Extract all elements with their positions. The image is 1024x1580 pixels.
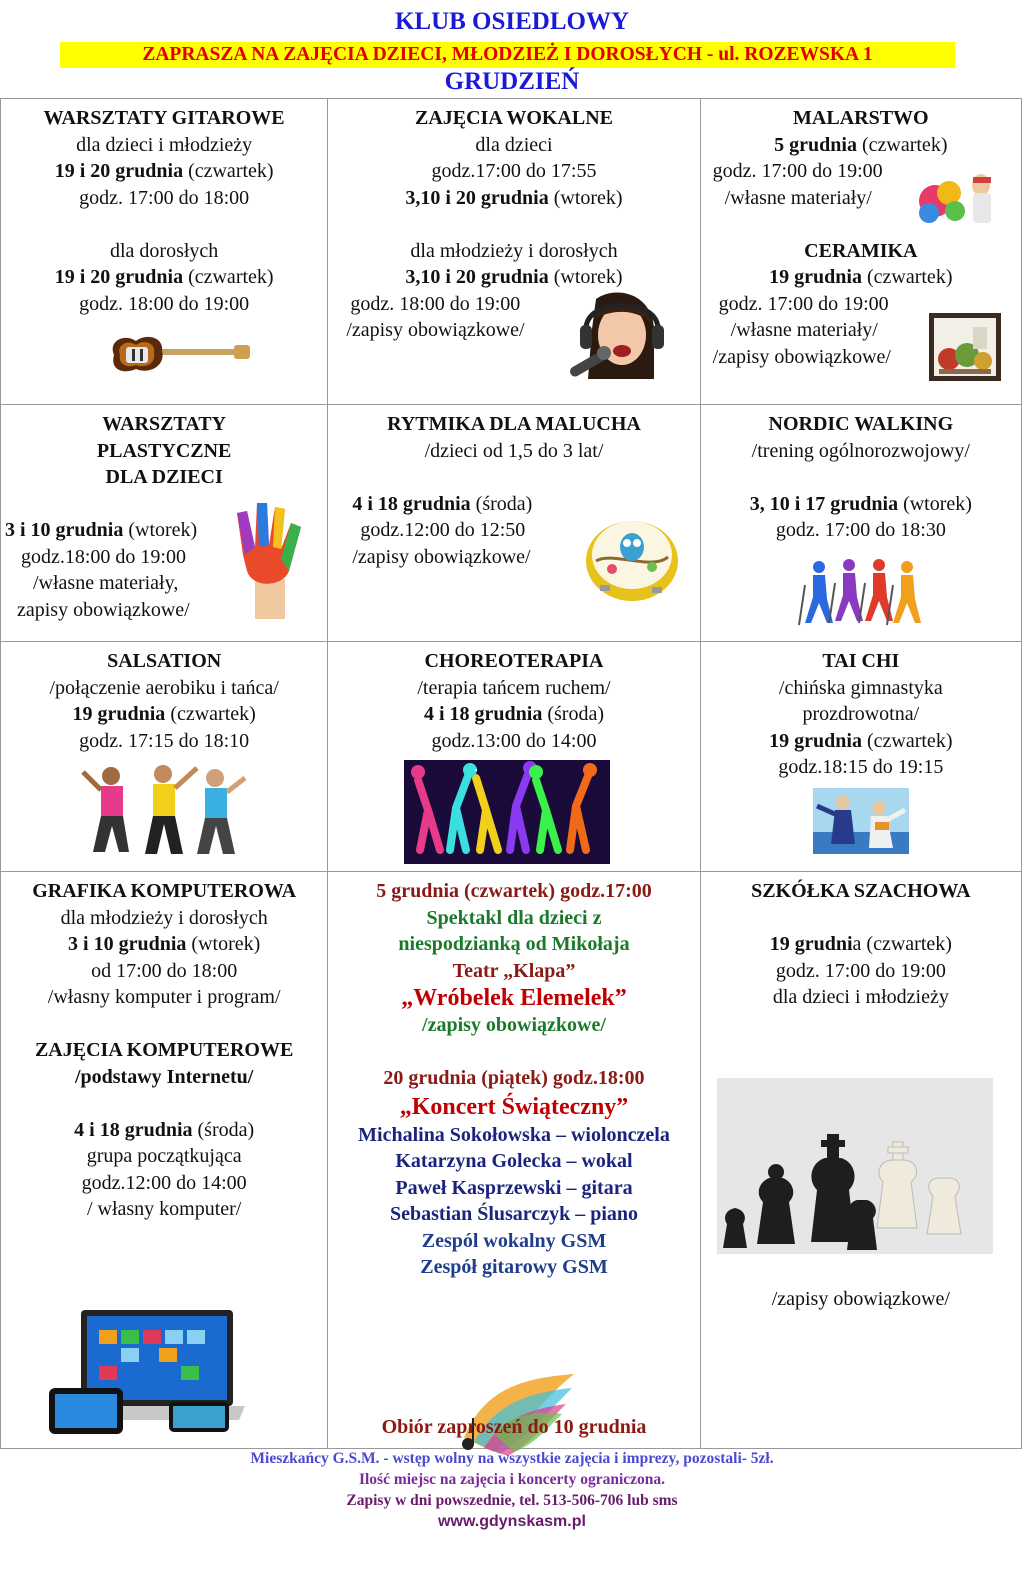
audience-label: dla dzieci [475, 133, 553, 156]
activity-title: MALARSTWO [793, 107, 929, 129]
date-line: 19 grudnia (czwartek) [769, 933, 952, 955]
table-row [1, 405, 1022, 642]
audience-label: dla młodzieży i dorosłych [60, 906, 268, 929]
event-desc: Spektakl dla dzieci z [426, 906, 602, 929]
activity-title: SZKÓŁKA SZACHOWA [751, 880, 971, 902]
description: prozdrowotna/ [802, 703, 920, 725]
painting-icon [915, 171, 1005, 229]
activity-title: GRAFIKA KOMPUTEROWA [32, 880, 297, 902]
time-line: godz. 17:15 do 18:10 [79, 729, 250, 752]
cell-plastyka [1, 405, 328, 642]
time-line: godz. 17:00 do 19:00 [718, 292, 889, 315]
event-title: „Koncert Świąteczny” [399, 1093, 629, 1120]
chess-icon [717, 1078, 993, 1254]
devices-icon [49, 1306, 249, 1436]
activity-title: DLA DZIECI [105, 466, 223, 488]
cell-malarstwo-ceramika [700, 99, 1021, 405]
time-line: godz.13:00 do 14:00 [431, 729, 597, 752]
cell-rytmika [328, 405, 700, 642]
group-name: Zespól wokalny GSM [421, 1229, 607, 1252]
dance-figures-icon [404, 760, 610, 864]
audience-label: dla dzieci i młodzieży [772, 986, 949, 1008]
activity-title: NORDIC WALKING [768, 413, 954, 435]
performer: Katarzyna Golecka – wokal [395, 1150, 633, 1172]
invite-banner: ZAPRASZA NA ZAJĘCIA DZIECI, MŁODZIEŻ I DOROSŁYCH - ul. ROZEWSKA 1 [60, 42, 955, 68]
performer: Sebastian Ślusarczyk – piano [389, 1203, 638, 1225]
time-line: godz.18:15 do 19:15 [778, 756, 944, 778]
time-line: godz.12:00 do 14:00 [81, 1171, 247, 1194]
group-label: grupa początkująca [86, 1145, 242, 1167]
performer: Michalina Sokołowska – wiolonczela [358, 1123, 670, 1146]
cell-grafika [1, 872, 328, 1449]
signup-note: /zapisy obowiązkowe/ [352, 545, 531, 568]
table-row [1, 872, 1022, 1449]
materials-note: / własny komputer/ [86, 1198, 242, 1220]
signup-note: /zapisy obowiązkowe/ [346, 319, 525, 341]
event-when: 5 grudnia (czwartek) godz.17:00 [376, 880, 652, 902]
date-line: 3, 10 i 17 grudnia (wtorek) [749, 492, 972, 515]
schedule-table [0, 98, 1022, 1449]
time-line: godz. 17:00 do 18:00 [79, 186, 250, 209]
materials-note: /własne materiały/ [724, 186, 872, 209]
activity-title: RYTMIKA DLA MALUCHA [387, 413, 641, 435]
activity-title: WARSZTATY [102, 413, 227, 435]
footer-limits: Ilość miejsc na zajęcia i koncerty ograniczona. [358, 1471, 666, 1488]
time-line: godz. 17:00 do 18:30 [775, 519, 946, 541]
activity-title: ZAJĘCIA WOKALNE [414, 107, 613, 129]
time-line: od 17:00 do 18:00 [91, 959, 238, 982]
footer-website-link[interactable]: www.gdynskasm.pl [438, 1513, 586, 1530]
date-line: 3 i 10 grudnia (wtorek) [5, 519, 198, 541]
footer-prices: Mieszkańcy G.S.M. - wstęp wolny na wszystkie zajęcia i imprezy, pozostali- 5zł. [250, 1450, 774, 1467]
group-name: Zespół gitarowy GSM [420, 1256, 608, 1278]
time-line: godz.12:00 do 12:50 [360, 519, 526, 541]
age-note: /dzieci od 1,5 do 3 lat/ [424, 439, 604, 462]
date-line: 4 i 18 grudnia (środa) [423, 703, 604, 725]
materials-note: /własne materiały/ [730, 319, 878, 341]
cell-events [328, 872, 700, 1449]
time-line: godz. 18:00 do 19:00 [79, 292, 250, 315]
cell-wokal [328, 99, 700, 405]
time-line: godz.17:00 do 17:55 [431, 160, 597, 182]
signup-note: zapisy obowiązkowe/ [17, 598, 190, 621]
date-line: 4 i 18 grudnia (środa) [74, 1118, 255, 1141]
activity-title: CERAMIKA [804, 239, 918, 262]
cell-nordic [700, 405, 1021, 642]
audience-label: dla młodzieży i dorosłych [410, 239, 618, 262]
table-row [1, 99, 1022, 405]
signup-note: /zapisy obowiązkowe/ [771, 1288, 950, 1310]
time-line: godz. 17:00 do 19:00 [775, 959, 946, 982]
month-title: GRUDZIEŃ [444, 68, 580, 95]
signup-note: /zapisy obowiązkowe/ [712, 345, 891, 368]
date-line: 3,10 i 20 grudnia (wtorek) [405, 186, 623, 209]
theatre-name: Teatr „Klapa” [452, 959, 576, 982]
page-title: KLUB OSIEDLOWY [394, 8, 630, 35]
date-line: 19 grudnia (czwartek) [769, 266, 953, 288]
table-row [1, 642, 1022, 872]
singer-icon [566, 289, 674, 387]
date-line: 19 grudnia (czwartek) [72, 703, 256, 725]
date-line: 4 i 18 grudnia (środa) [352, 492, 533, 515]
activity-title: ZAJĘCIA KOMPUTEROWE [34, 1039, 294, 1061]
time-line: godz. 18:00 do 19:00 [350, 292, 521, 315]
materials-note: /własne materiały, [33, 572, 179, 594]
materials-note: /własny komputer i program/ [47, 986, 281, 1008]
cell-salsation [1, 642, 328, 872]
cell-taichi [700, 642, 1021, 872]
event-title: „Wróbelek Elemelek” [401, 985, 627, 1011]
ceramics-icon [929, 313, 1001, 381]
date-line: 5 grudnia (czwartek) [774, 133, 948, 156]
dancers-icon [79, 762, 249, 858]
description: /terapia tańcem ruchem/ [417, 676, 611, 699]
header [0, 0, 1024, 100]
activity-title: SALSATION [107, 650, 222, 672]
tambourine-icon [582, 511, 682, 603]
date-line: 19 i 20 grudnia (czwartek) [54, 266, 274, 288]
date-line: 19 grudnia (czwartek) [769, 729, 953, 752]
performer: Paweł Kasprzewski – gitara [395, 1176, 633, 1199]
signup-note: /zapisy obowiązkowe/ [422, 1014, 606, 1036]
activity-title: PLASTYCZNE [96, 439, 232, 462]
music-notes-icon [454, 1368, 584, 1458]
time-line: godz. 17:00 do 19:00 [712, 160, 883, 182]
audience-label: dla dorosłych [110, 239, 219, 262]
footer-signup: Zapisy w dni powszednie, tel. 513-506-706 lub sms [346, 1492, 678, 1509]
cell-szachy [700, 872, 1021, 1449]
tai-chi-icon [813, 788, 909, 854]
cell-gitara [1, 99, 328, 405]
event-when: 20 grudnia (piątek) godz.18:00 [383, 1067, 645, 1089]
walkers-icon [797, 555, 927, 627]
activity-subtitle: /podstawy Internetu/ [74, 1065, 254, 1088]
description: /połączenie aerobiku i tańca/ [49, 676, 279, 699]
footer [0, 1448, 1024, 1532]
audience-label: dla dzieci i młodzieży [76, 133, 253, 156]
date-line: 19 i 20 grudnia (czwartek) [54, 160, 274, 182]
guitar-icon [106, 327, 251, 377]
activity-title: TAI CHI [822, 650, 900, 672]
pickup-note: Obiór zaproszeń do 10 grudnia [381, 1416, 647, 1438]
painted-hand-icon [229, 499, 307, 619]
event-desc: niespodzianką od Mikołaja [398, 933, 630, 955]
activity-title: WARSZTATY GITAROWE [43, 107, 285, 129]
time-line: godz.18:00 do 19:00 [21, 545, 186, 568]
date-line: 3 i 10 grudnia (wtorek) [68, 933, 261, 955]
activity-title: CHOREOTERAPIA [424, 650, 604, 672]
description: /trening ogólnorozwojowy/ [751, 439, 970, 462]
description: /chińska gimnastyka [778, 676, 943, 699]
cell-choreo [328, 642, 700, 872]
date-line: 3,10 i 20 grudnia (wtorek) [405, 266, 623, 288]
